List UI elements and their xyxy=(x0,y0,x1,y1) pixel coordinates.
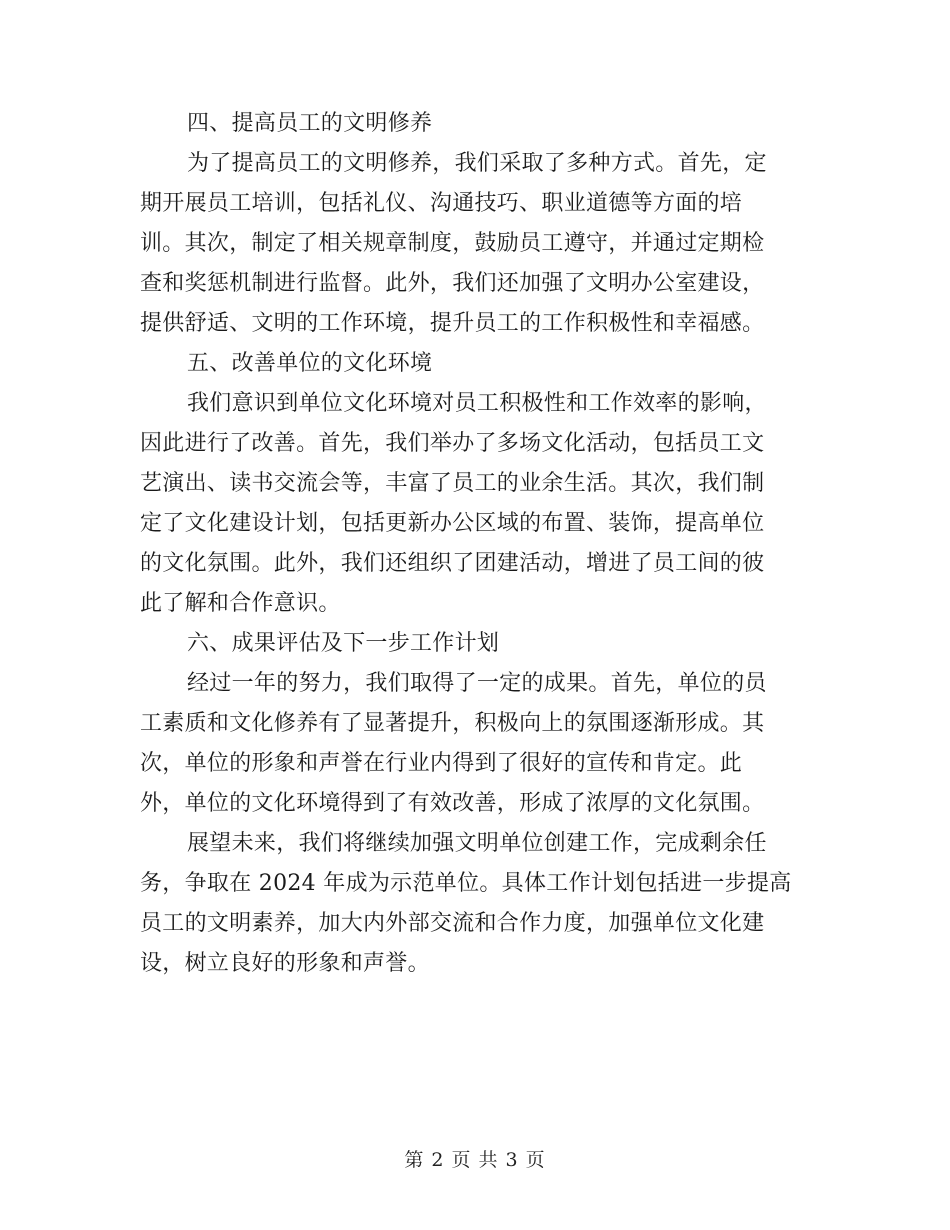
paragraph-line: 次，单位的形象和声誉在行业内得到了很好的宣传和肯定。此 xyxy=(140,751,743,776)
paragraph-line: 因此进行了改善。首先，我们举办了多场文化活动，包括员工文 xyxy=(140,431,765,456)
paragraph-line: 艺演出、读书交流会等，丰富了员工的业余生活。其次，我们制 xyxy=(140,471,765,496)
paragraph-line: 查和奖惩机制进行监督。此外，我们还加强了文明办公室建设， xyxy=(140,271,765,296)
paragraph-line: 此了解和合作意识。 xyxy=(140,591,341,616)
document-body xyxy=(140,104,810,984)
paragraph-line: 我们意识到单位文化环境对员工积极性和工作效率的影响， xyxy=(187,391,767,416)
paragraph-line: 提供舒适、文明的工作环境，提升员工的工作积极性和幸福感。 xyxy=(140,311,765,336)
page-number-footer: 第 2 页 共 3 页 xyxy=(404,1149,546,1171)
paragraph-line: 外，单位的文化环境得到了有效改善，形成了浓厚的文化氛围。 xyxy=(140,791,765,816)
paragraph-line: 为了提高员工的文明修养，我们采取了多种方式。首先，定 xyxy=(187,151,767,176)
paragraph-line: 务，争取在 2024 年成为示范单位。具体工作计划包括进一步提高 xyxy=(140,871,792,896)
paragraph-line: 工素质和文化修养有了显著提升，积极向上的氛围逐渐形成。其 xyxy=(140,711,765,736)
paragraph-line: 定了文化建设计划，包括更新办公区域的布置、装饰，提高单位 xyxy=(140,511,765,536)
paragraph-line: 的文化氛围。此外，我们还组织了团建活动，增进了员工间的彼 xyxy=(140,551,765,576)
paragraph-line: 期开展员工培训，包括礼仪、沟通技巧、职业道德等方面的培 xyxy=(140,191,743,216)
paragraph-line: 设，树立良好的形象和声誉。 xyxy=(140,951,430,976)
section-heading: 四、提高员工的文明修养 xyxy=(187,111,433,136)
paragraph-line: 经过一年的努力，我们取得了一定的成果。首先，单位的员 xyxy=(187,671,767,696)
paragraph-line: 员工的文明素养，加大内外部交流和合作力度，加强单位文化建 xyxy=(140,911,765,936)
paragraph-line: 展望未来，我们将继续加强文明单位创建工作，完成剩余任 xyxy=(187,831,767,856)
section-heading: 五、改善单位的文化环境 xyxy=(187,351,433,376)
paragraph-line: 训。其次，制定了相关规章制度，鼓励员工遵守，并通过定期检 xyxy=(140,231,765,256)
section-heading: 六、成果评估及下一步工作计划 xyxy=(187,631,500,656)
